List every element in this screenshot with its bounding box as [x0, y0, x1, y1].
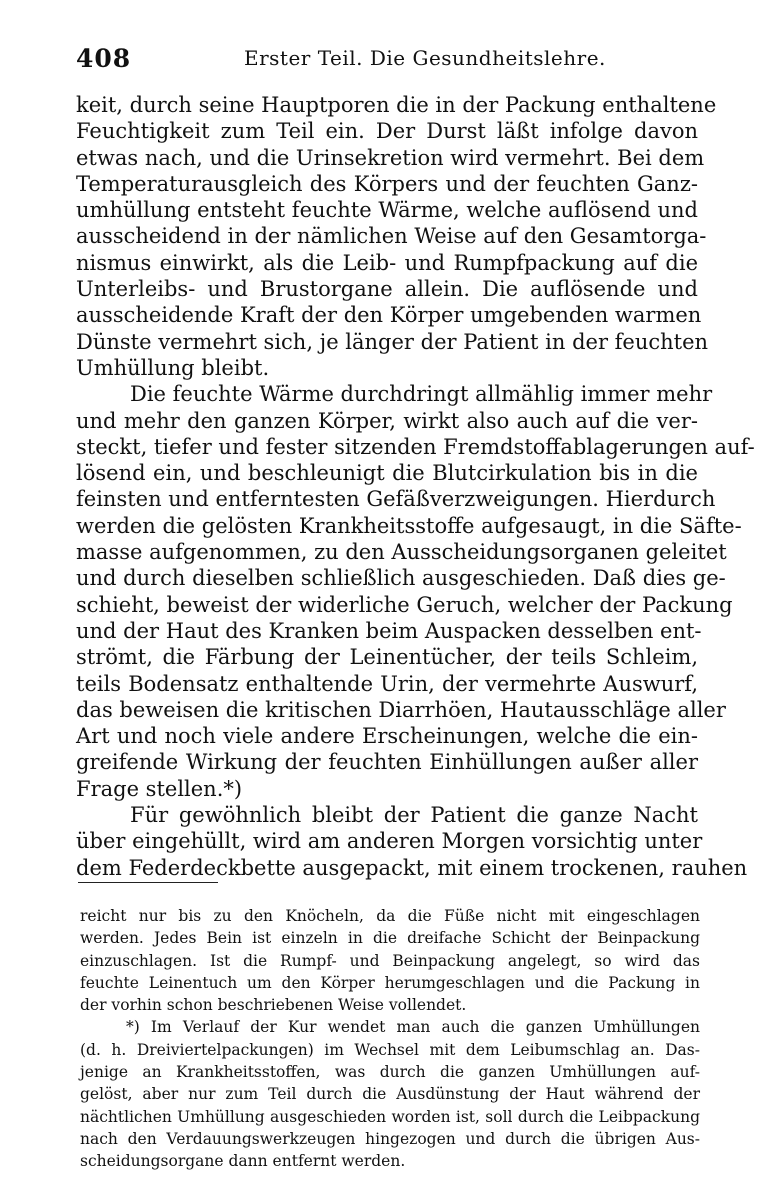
text-line: umhüllung entsteht feuchte Wärme, welche auflösend und: [76, 198, 698, 223]
footnote-line: feuchte Leinentuch um den Körper herumgeschlagen und die Packung in: [80, 973, 700, 992]
text-line: teils Bodensatz enthaltende Urin, der vermehrte Auswurf,: [76, 671, 698, 696]
text-line: Art und noch viele andere Erscheinungen, welche die ein-: [76, 724, 698, 749]
text-line: schieht, beweist der widerliche Geruch, welcher der Packung: [76, 592, 733, 617]
footnote-line: gelöst, aber nur zum Teil durch die Ausdünstung der Haut während der: [80, 1085, 700, 1104]
running-title: Erster Teil. Die Gesundheitslehre.: [244, 46, 606, 70]
text-line: steckt, tiefer und fester sitzenden Fremdstoffablagerungen auf-: [76, 434, 755, 459]
text-line: Temperaturausgleich des Körpers und der feuchten Ganz-: [76, 171, 698, 196]
text-line: masse aufgenommen, zu den Ausscheidungsorganen geleitet: [76, 540, 727, 565]
footnotes: [80, 905, 700, 1173]
text-line: ausscheidende Kraft der den Körper umgebenden warmen: [76, 303, 702, 328]
text-line: Die feuchte Wärme durchdringt allmählig immer mehr: [130, 382, 713, 407]
text-line: dem Federdeckbette ausgepackt, mit einem trockenen, rauhen: [76, 855, 748, 880]
page-number: 408: [76, 44, 132, 73]
text-line: strömt, die Färbung der Leinentücher, der teils Schleim,: [76, 645, 698, 670]
text-line: Feuchtigkeit zum Teil ein. Der Durst läßt infolge davon: [76, 119, 698, 144]
footnote-line: *) Im Verlauf der Kur wendet man auch die ganzen Umhüllungen: [126, 1018, 700, 1037]
footnote-line: nächtlichen Umhüllung ausgeschieden worden ist, soll durch die Leibpackung: [80, 1107, 700, 1126]
text-line: greifende Wirkung der feuchten Einhüllungen außer aller: [76, 750, 698, 775]
text-line: etwas nach, und die Urinsekretion wird vermehrt. Bei dem: [76, 145, 705, 170]
text-line: Umhüllung bleibt.: [76, 355, 270, 380]
text-line: und durch dieselben schließlich ausgeschieden. Daß dies ge-: [76, 566, 726, 591]
footnote-line: reicht nur bis zu den Knöcheln, da die Füße nicht mit eingeschlagen: [80, 907, 700, 925]
footnote-line: scheidungsorgane dann entfernt werden.: [80, 1152, 406, 1171]
text-line: feinsten und entferntesten Gefäßverzweigungen. Hierdurch: [76, 487, 716, 512]
footnote-line: jenige an Krankheitsstoffen, was durch die ganzen Umhüllungen auf-: [80, 1063, 700, 1082]
text-line: werden die gelösten Krankheitsstoffe aufgesaugt, in die Säfte-: [76, 513, 742, 538]
text-line: und der Haut des Kranken beim Auspacken desselben ent-: [76, 618, 702, 643]
footnote-separator: [78, 882, 218, 883]
text-line: lösend ein, und beschleunigt die Blutcirkulation bis in die: [76, 461, 698, 486]
footnote-line: einzuschlagen. Ist die Rumpf- und Beinpackung angelegt, so wird das: [80, 951, 700, 970]
page-header: [76, 44, 696, 78]
text-line: ausscheidend in der nämlichen Weise auf den Gesamtorga-: [76, 224, 707, 249]
footnote-line: (d. h. Dreiviertelpackungen) im Wechsel mit dem Leibumschlag an. Das-: [80, 1040, 700, 1059]
footnote-line: der vorhin schon beschriebenen Weise vollendet.: [80, 996, 467, 1015]
text-line: nismus einwirkt, als die Leib- und Rumpfpackung auf die: [76, 250, 698, 275]
text-line: das beweisen die kritischen Diarrhöen, Hautausschläge aller: [76, 697, 726, 722]
footnote-line: werden. Jedes Bein ist einzeln in die dreifache Schicht der Beinpackung: [80, 929, 700, 948]
text-line: über eingehüllt, wird am anderen Morgen vorsichtig unter: [76, 829, 703, 854]
main-text: [76, 92, 755, 881]
text-line: Dünste vermehrt sich, je länger der Patient in der feuchten: [76, 329, 709, 354]
text-line: und mehr den ganzen Körper, wirkt also auch auf die ver-: [76, 408, 698, 433]
text-line: Unterleibs- und Brustorgane allein. Die auflösende und: [76, 277, 698, 302]
footnote-line: nach den Verdauungswerkzeugen hingezogen und durch die übrigen Aus-: [80, 1129, 700, 1148]
text-line: Für gewöhnlich bleibt der Patient die ganze Nacht: [130, 803, 698, 828]
text-line: Frage stellen.*): [76, 776, 243, 801]
text-line: keit, durch seine Hauptporen die in der Packung enthaltene: [76, 93, 717, 117]
